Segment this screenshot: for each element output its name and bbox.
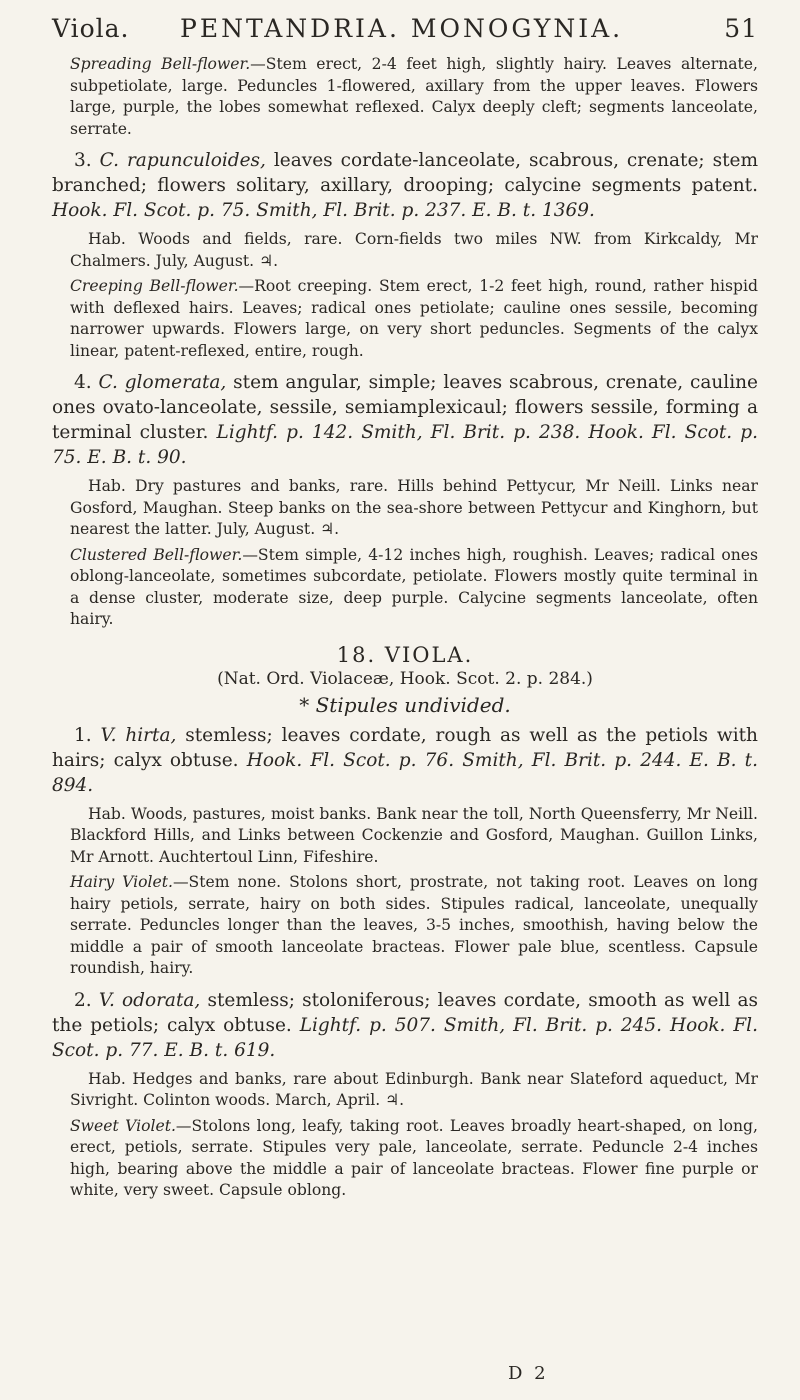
habitat-viola-hirta: Hab. Woods, pastures, moist banks. Bank near the toll, North Queensferry, Mr Neill. Blackford Hills, and Links between Cockenzie and Gosford, Maughan. Guillon Links, Mr Arnott. Auchtertoul Linn, Fifeshire. xyxy=(70,804,758,866)
description-spreading-bellflower: Spreading Bell-flower.—Stem erect, 2-4 feet high, slightly hairy. Leaves alternate, subpetiolate, large. Peduncles 1-flowered, axillary from the upper leaves. Flowers large, purple, the lobes somewhat reflexed. Calyx deeply cleft; segments lanceolate, serrate. xyxy=(70,55,758,138)
habitat-glomerata: Hab. Dry pastures and banks, rare. Hills behind Pettycur, Mr Neill. Links near Gosford, Maughan. Steep banks on the sea-shore between Pettycur and Kinghorn, but nearest the latter. July, August. ♃. xyxy=(70,477,758,538)
genus-heading: 18. VIOLA. xyxy=(336,642,474,667)
species-glomerata: 4. C. glomerata, stem angular, simple; leaves scabrous, crenate, cauline ones ovato-lanceolate, sessile, semiamplexicaul; flowers sessile, forming a terminal cluster. Lightf. p. 142. Smith, Fl. Brit. p. 238. Hook. Fl. Scot. p. 75. E. B. t. 90. xyxy=(52,372,758,468)
section-heading: * Stipules undivided. xyxy=(299,692,511,717)
species-viola-odorata: 2. V. odorata, stemless; stoloniferous; leaves cordate, smooth as well as the petiols; calyx obtuse. Lightf. p. 507. Smith, Fl. Brit. p. 245. Hook. Fl. Scot. p. 77. E. B. t. 619. xyxy=(52,989,758,1061)
habitat-viola-odorata: Hab. Hedges and banks, rare about Edinburgh. Bank near Slateford aqueduct, Mr Sivright. Colinton woods. March, April. ♃. xyxy=(70,1069,758,1109)
description-clustered-bellflower: Clustered Bell-flower.—Stem simple, 4-12 inches high, roughish. Leaves; radical ones oblong-lanceolate, sometimes subcordate, petiolate. Flowers mostly quite terminal in a dense cluster, moderate size, deep purple. Calycine segments lanceolate, often hairy. xyxy=(70,545,759,628)
habitat-rapunculoides: Hab. Woods and fields, rare. Corn-fields two miles NW. from Kirkcaldy, Mr Chalmers. July, August. ♃. xyxy=(70,230,758,270)
page-number: 51 xyxy=(724,14,758,43)
species-rapunculoides: 3. C. rapunculoides, leaves cordate-lanceolate, scabrous, crenate; stem branched; flowers solitary, axillary, drooping; calycine segments patent. Hook. Fl. Scot. p. 75. Smith, Fl. Brit. p. 237. E. B. t. 1369. xyxy=(52,150,759,221)
species-viola-hirta: 1. V. hirta, stemless; leaves cordate, rough as well as the petiols with hairs; calyx obtuse. Hook. Fl. Scot. p. 76. Smith, Fl. Brit. p. 244. E. B. t. 894. xyxy=(52,724,758,796)
running-head-class: PENTANDRIA. MONOGYNIA. xyxy=(180,14,624,43)
signature-mark: D 2 xyxy=(508,1363,549,1384)
description-sweet-violet: Sweet Violet.—Stolons long, leafy, taking root. Leaves broadly heart-shaped, on long, erect, petiols, serrate. Stipules very pale, lanceolate, serrate. Peduncle 2-4 inches high, bearing above the middle a pair of lanceolate bracteas. Flower fine purple or white, very sweet. Capsule oblong. xyxy=(70,1116,758,1199)
running-head xyxy=(52,14,758,54)
description-creeping-bellflower: Creeping Bell-flower.—Root creeping. Stem erect, 1-2 feet high, round, rather hispid with deflexed hairs. Leaves; radical ones petiolate; cauline ones sessile, becoming narrower upwards. Flowers large, on very short peduncles. Segments of the calyx linear, patent-reflexed, entire, rough. xyxy=(70,277,758,360)
natural-order: (Nat. Ord. Violaceæ, Hook. Scot. 2. p. 284.) xyxy=(217,668,593,689)
running-head-genus: Viola. xyxy=(52,14,130,43)
description-hairy-violet: Hairy Violet.—Stem none. Stolons short, prostrate, not taking root. Leaves on long hairy petiols, serrate, hairy on both sides. Stipules radical, lanceolate, unequally serrate. Peduncles longer than the leaves, 3-5 inches, smoothish, having below the middle a pair of smooth lanceolate bracteas. Flower pale blue, scentless. Capsule roundish, hairy. xyxy=(70,873,759,977)
